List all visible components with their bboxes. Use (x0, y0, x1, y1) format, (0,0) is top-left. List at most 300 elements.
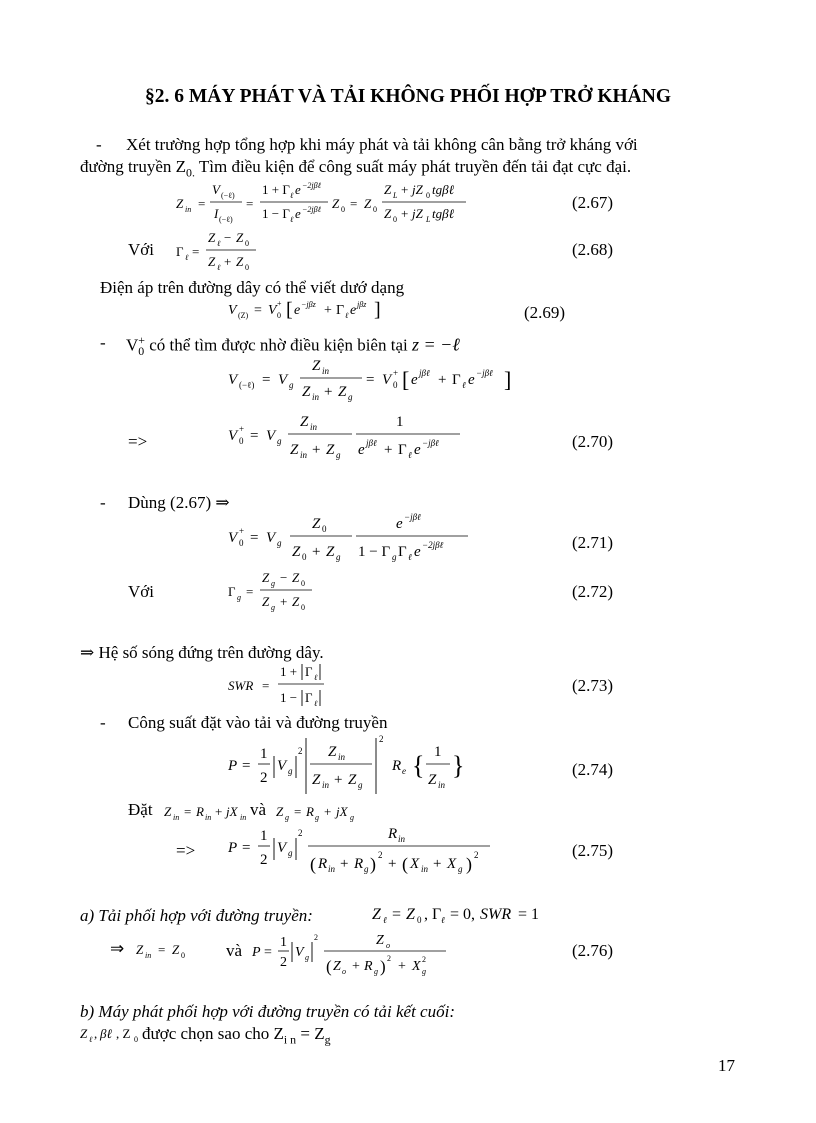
svg-text:(: ( (326, 957, 332, 976)
v0-text: $V_0^+$ có thể tìm được nhờ điều kiện biên tại z = −ℓ (126, 333, 460, 359)
svg-text:2: 2 (280, 955, 287, 970)
svg-text:V: V (382, 372, 392, 388)
svg-text:e: e (295, 206, 301, 221)
svg-text:1 +: 1 + (280, 664, 298, 679)
svg-text:1: 1 (434, 744, 442, 760)
svg-text:Z: Z (302, 384, 311, 400)
svg-text:(Z): (Z) (238, 311, 249, 320)
svg-text:X: X (412, 959, 421, 974)
svg-text:g: g (237, 593, 241, 602)
svg-text:+: + (324, 303, 332, 318)
label-dien-ap: Điện áp trên đường dây có thể viết dướ dạng (100, 278, 405, 297)
eq-number-2-73: (2.73) (572, 676, 614, 695)
svg-text:Z: Z (176, 196, 184, 211)
svg-text:−2jβℓ: −2jβℓ (302, 181, 321, 190)
intro-line1: Xét trường hợp tổng hợp khi máy phát và tải không cân bằng trở kháng với (126, 135, 638, 154)
svg-text:+: + (324, 384, 333, 400)
equation-2-69 (228, 294, 428, 324)
svg-text:R: R (388, 826, 398, 842)
svg-text:in: in (312, 392, 320, 402)
svg-text:Z: Z (236, 254, 244, 269)
svg-text:+: + (239, 526, 245, 536)
svg-text:1: 1 (396, 414, 404, 430)
svg-text:g: g (374, 967, 378, 976)
equation-2-70 (228, 408, 518, 466)
equation-a-condition (372, 901, 562, 927)
arrow-2-75: => (176, 841, 196, 860)
svg-text:Γ: Γ (398, 544, 407, 560)
svg-text:(−ℓ): (−ℓ) (221, 191, 235, 200)
svg-text:V: V (278, 372, 288, 388)
page-number: 17 (718, 1056, 735, 1075)
label-voi-2: Với (128, 582, 154, 601)
svg-text:ℓ: ℓ (89, 1035, 93, 1044)
svg-text:in: in (310, 422, 318, 432)
svg-text:+: + (393, 368, 399, 378)
equation-2-68 (176, 228, 286, 276)
svg-text:+: + (334, 772, 343, 788)
cong-suat-dash: - (100, 713, 106, 732)
svg-text:−jβℓ: −jβℓ (404, 512, 421, 522)
svg-text:ℓ: ℓ (408, 450, 412, 460)
svg-text:g: g (336, 552, 341, 562)
svg-text:g: g (288, 766, 293, 776)
svg-text:1 − Γ: 1 − Γ (358, 544, 391, 560)
svg-text:jβℓ: jβℓ (366, 438, 377, 448)
svg-text:e: e (411, 372, 418, 388)
equation-2-76 (252, 926, 462, 982)
svg-text:g: g (422, 967, 426, 976)
svg-text:g: g (364, 864, 369, 874)
svg-text:in: in (328, 864, 336, 874)
svg-text:=: = (250, 530, 259, 546)
svg-text:tgβℓ: tgβℓ (432, 182, 455, 197)
svg-text:Z: Z (236, 230, 244, 245)
svg-text:−jβℓ: −jβℓ (422, 438, 439, 448)
svg-text:=: = (250, 428, 259, 444)
dung-dash: - (100, 493, 106, 512)
svg-text:in: in (338, 752, 346, 762)
svg-text:+: + (401, 206, 409, 221)
svg-text:=: = (158, 942, 166, 957)
label-cong-suat: Công suất đặt vào tải và đường truyền (128, 713, 388, 732)
svg-text:−: − (280, 570, 288, 585)
svg-text:+: + (398, 959, 406, 974)
svg-text:2: 2 (387, 954, 391, 963)
eq-number-2-72: (2.72) (572, 582, 614, 601)
svg-text:g: g (277, 538, 282, 548)
svg-text:2: 2 (298, 828, 303, 838)
svg-text:Z: Z (384, 182, 392, 197)
svg-text:−2jβℓ: −2jβℓ (422, 540, 444, 550)
svg-text:ℓ: ℓ (185, 253, 189, 262)
svg-text:V: V (277, 758, 287, 774)
svg-text:g: g (285, 813, 289, 822)
svg-text:g: g (289, 380, 294, 390)
svg-text:Γ: Γ (305, 690, 313, 705)
label-voi: Với (128, 240, 154, 259)
svg-text:ℓ: ℓ (290, 215, 294, 224)
svg-text:L: L (426, 215, 431, 224)
svg-text:=: = (246, 584, 254, 599)
svg-text:o: o (386, 941, 390, 950)
svg-text:g: g (392, 552, 397, 562)
svg-text:jβz: jβz (357, 300, 367, 309)
svg-text:Z: Z (292, 594, 300, 609)
svg-text:e: e (358, 442, 365, 458)
svg-text:{: { (412, 751, 425, 780)
svg-text:0: 0 (245, 263, 249, 272)
svg-text:V: V (228, 530, 238, 546)
svg-text:=: = (198, 196, 206, 211)
heading-a: a) Tải phối hợp với đường truyền: (80, 906, 313, 925)
svg-text:+: + (224, 254, 232, 269)
svg-text:Z: Z (262, 594, 270, 609)
svg-text:+: + (312, 544, 321, 560)
intro-dash: - (96, 135, 102, 154)
svg-text:Z: Z (164, 804, 172, 819)
svg-text:(−ℓ): (−ℓ) (239, 380, 255, 390)
svg-text:g: g (348, 392, 353, 402)
svg-text:=: = (262, 372, 271, 388)
svg-text:2: 2 (260, 770, 268, 786)
svg-text:Γ: Γ (228, 584, 236, 599)
svg-text:+: + (324, 804, 332, 819)
svg-text:+: + (388, 856, 397, 872)
svg-text:2: 2 (260, 852, 268, 868)
label-dung: Dùng (2.67) ⇒ (128, 493, 230, 512)
svg-text:Γ: Γ (176, 244, 184, 259)
svg-text:P: P (228, 758, 238, 774)
svg-text:0: 0 (341, 205, 345, 214)
svg-text:0: 0 (239, 436, 244, 446)
svg-text:g: g (271, 603, 275, 612)
svg-text:R: R (354, 856, 364, 872)
svg-text:+: + (352, 959, 360, 974)
eq-number-2-74: (2.74) (572, 760, 614, 779)
label-he-so: ⇒ Hệ số sóng đứng trên đường dây. (80, 643, 324, 662)
svg-text:2: 2 (422, 955, 426, 964)
svg-text:I: I (214, 206, 219, 221)
eq-number-2-67: (2.67) (572, 193, 614, 212)
svg-text:e: e (294, 303, 301, 318)
svg-text:R: R (306, 804, 314, 819)
svg-text:]: ] (504, 367, 512, 392)
svg-text:1 −: 1 − (280, 690, 298, 705)
svg-text:=: = (242, 758, 251, 774)
svg-text:L: L (393, 191, 398, 200)
svg-text:=: = (350, 196, 358, 211)
svg-text:): ) (380, 957, 386, 976)
svg-text:Γ: Γ (305, 664, 313, 679)
svg-text:in: in (398, 834, 406, 844)
svg-text:Z: Z (332, 196, 340, 211)
svg-text:V: V (268, 303, 277, 318)
svg-text:0: 0 (301, 579, 305, 588)
svg-text:Z: Z (312, 516, 321, 532)
eq-number-2-69: (2.69) (524, 303, 566, 322)
svg-text:in: in (173, 813, 180, 822)
svg-text:in: in (185, 205, 192, 214)
eq-number-2-75: (2.75) (572, 841, 614, 860)
svg-text:=: = (294, 804, 302, 819)
svg-text:e: e (414, 544, 421, 560)
svg-text:g: g (358, 780, 363, 790)
svg-text:R: R (318, 856, 328, 872)
intro-line2: đường truyền $Z_{0.}$ Tìm điều kiện để công suất máy phát truyền đến tải đạt cực đại. (80, 157, 632, 180)
svg-text:Γ: Γ (398, 442, 407, 458)
svg-text:2: 2 (474, 850, 479, 860)
svg-text:Z: Z (333, 959, 341, 974)
svg-text:0: 0 (181, 951, 185, 960)
svg-text:): ) (370, 854, 376, 874)
svg-text:g: g (315, 813, 319, 822)
svg-text:Z: Z (348, 772, 357, 788)
svg-text:=: = (366, 372, 375, 388)
svg-text:0: 0 (373, 205, 377, 214)
svg-text:0: 0 (245, 239, 249, 248)
svg-text:=: = (192, 244, 200, 259)
svg-text:1: 1 (260, 828, 268, 844)
svg-text:1: 1 (280, 935, 287, 950)
svg-text:e: e (295, 182, 301, 197)
svg-text:βℓ: βℓ (100, 1026, 112, 1041)
svg-text:Z: Z (208, 254, 216, 269)
svg-text:0: 0 (322, 524, 327, 534)
svg-text:0: 0 (301, 603, 305, 612)
label-va: và (250, 800, 267, 819)
svg-text:0: 0 (239, 538, 244, 548)
svg-text:g: g (458, 864, 463, 874)
svg-text:2: 2 (379, 734, 384, 744)
svg-text:Z: Z (262, 570, 270, 585)
svg-text:−: − (224, 230, 232, 245)
svg-text:in: in (322, 780, 330, 790)
svg-text:−2jβℓ: −2jβℓ (302, 205, 321, 214)
svg-text:[: [ (402, 367, 410, 392)
svg-text:Γ: Γ (452, 372, 461, 388)
svg-text:=: = (184, 804, 192, 819)
svg-text:g: g (350, 813, 354, 822)
svg-text:}: } (452, 751, 465, 780)
svg-text:−jβz: −jβz (301, 300, 316, 309)
svg-text:in: in (240, 813, 247, 822)
svg-text:=: = (262, 678, 270, 693)
svg-text:−jβℓ: −jβℓ (476, 368, 493, 378)
label-dat: Đặt (128, 800, 153, 819)
svg-text:jZ: jZ (412, 182, 423, 197)
svg-text:g: g (277, 436, 282, 446)
svg-text:= 1: = 1 (518, 906, 540, 923)
svg-text:+: + (312, 442, 321, 458)
svg-text:Z: Z (292, 570, 300, 585)
svg-text:jZ: jZ (412, 206, 423, 221)
eq-number-2-68: (2.68) (572, 240, 614, 259)
svg-text:ℓ: ℓ (383, 915, 387, 925)
svg-text:ℓ: ℓ (314, 673, 318, 682)
svg-text:P: P (228, 840, 238, 856)
svg-text:Z: Z (376, 933, 384, 948)
svg-text:=: = (264, 945, 272, 960)
svg-text:o: o (342, 967, 346, 976)
svg-text:0: 0 (393, 215, 397, 224)
svg-text:+: + (401, 182, 409, 197)
equation-2-74 (228, 732, 488, 796)
svg-text:⇒: ⇒ (110, 939, 125, 958)
svg-text:Z: Z (312, 358, 321, 374)
svg-text:in: in (300, 450, 308, 460)
svg-text:=: = (246, 196, 254, 211)
svg-text:ℓ: ℓ (217, 239, 221, 248)
svg-text:2: 2 (298, 746, 303, 756)
svg-text:in: in (205, 813, 212, 822)
svg-text:Z: Z (384, 206, 392, 221)
svg-text:ℓ: ℓ (217, 263, 221, 272)
svg-text:V: V (228, 372, 238, 388)
svg-text:Z: Z (80, 1026, 88, 1041)
svg-text:= 0,: = 0, (450, 906, 476, 923)
arrow-2-70: => (128, 432, 148, 451)
svg-text:Z: Z (372, 906, 381, 923)
equation-v-minus-l (228, 352, 528, 406)
svg-text:(: ( (402, 854, 408, 874)
eq-number-2-76: (2.76) (572, 941, 614, 960)
svg-text:g: g (288, 848, 293, 858)
svg-text:Γ: Γ (336, 303, 345, 318)
svg-text:ℓ: ℓ (290, 191, 294, 200)
svg-text:+: + (277, 299, 282, 308)
svg-text:[: [ (286, 299, 293, 321)
svg-text:+: + (340, 856, 349, 872)
svg-text:Z: Z (326, 544, 335, 560)
page-title: §2. 6 MÁY PHÁT VÀ TẢI KHÔNG PHỐI HỢP TRỞ KHÁNG (144, 86, 671, 107)
svg-text:ℓ: ℓ (462, 380, 466, 390)
svg-text:V: V (295, 945, 304, 960)
svg-text:1 − Γ: 1 − Γ (262, 206, 290, 221)
svg-text:Z: Z (312, 772, 321, 788)
svg-text:Z: Z (338, 384, 347, 400)
equation-2-71 (228, 508, 518, 568)
svg-text:tgβℓ: tgβℓ (432, 206, 455, 221)
heading-b: b) Máy phát phối hợp với đường truyền có tải kết cuối: (80, 1002, 455, 1021)
svg-text:e: e (468, 372, 475, 388)
svg-text:R: R (392, 758, 402, 774)
v0-dash: - (100, 333, 106, 352)
svg-text:0: 0 (134, 1035, 138, 1044)
svg-text:SWR: SWR (480, 906, 512, 923)
equation-2-73 (228, 662, 348, 712)
svg-text:P: P (252, 945, 261, 960)
svg-text:V: V (228, 428, 238, 444)
svg-text:in: in (421, 864, 429, 874)
svg-text:]: ] (374, 299, 381, 321)
svg-text:jβℓ: jβℓ (419, 368, 430, 378)
svg-text:R: R (196, 804, 204, 819)
svg-text:+: + (239, 424, 245, 434)
svg-text:V: V (228, 303, 237, 318)
svg-text:+: + (280, 594, 288, 609)
svg-text:Z: Z (428, 772, 437, 788)
svg-text:in: in (145, 951, 152, 960)
svg-text:e: e (402, 766, 406, 776)
svg-text:+: + (433, 856, 442, 872)
svg-text:Z: Z (172, 942, 180, 957)
svg-text:Z: Z (136, 942, 144, 957)
svg-text:2: 2 (378, 850, 383, 860)
svg-text:e: e (396, 516, 403, 532)
svg-text:): ) (466, 854, 472, 874)
svg-text:V: V (266, 428, 276, 444)
svg-text:e: e (414, 442, 421, 458)
svg-text:V: V (212, 182, 220, 197)
svg-text:0: 0 (426, 191, 430, 200)
svg-text:Z: Z (276, 804, 284, 819)
svg-text:=: = (254, 303, 262, 318)
svg-text:ℓ: ℓ (408, 552, 412, 562)
svg-text:g: g (336, 450, 341, 460)
svg-text:0: 0 (417, 915, 422, 925)
svg-text:(: ( (310, 854, 316, 874)
label-va-2: và (226, 941, 243, 960)
svg-text:Z: Z (326, 442, 335, 458)
svg-text:=: = (392, 906, 402, 923)
svg-text:ℓ: ℓ (314, 699, 318, 708)
svg-text:0: 0 (302, 552, 307, 562)
svg-text:1: 1 (260, 746, 268, 762)
eq-number-2-70: (2.70) (572, 432, 614, 451)
svg-text:=: = (242, 840, 251, 856)
svg-text:+: + (215, 804, 223, 819)
svg-text:Z: Z (364, 196, 372, 211)
svg-text:g: g (305, 953, 309, 962)
svg-text:Z: Z (406, 906, 415, 923)
svg-text:ℓ: ℓ (441, 915, 445, 925)
svg-text:jX: jX (226, 804, 238, 819)
svg-text:(−ℓ): (−ℓ) (219, 215, 233, 224)
svg-text:0: 0 (393, 380, 398, 390)
svg-text:Z: Z (290, 442, 299, 458)
equation-2-75 (228, 818, 508, 880)
svg-text:R: R (364, 959, 373, 974)
equation-2-72 (228, 568, 338, 616)
svg-text:0: 0 (277, 311, 281, 320)
svg-text:in: in (438, 780, 446, 790)
svg-text:g: g (271, 579, 275, 588)
svg-text:Z: Z (208, 230, 216, 245)
svg-text:+: + (384, 442, 393, 458)
svg-text:e: e (350, 303, 357, 318)
svg-text:Z: Z (292, 544, 301, 560)
svg-text:V: V (266, 530, 276, 546)
svg-text:jX: jX (336, 804, 348, 819)
text-b: được chọn sao cho $Z_{i n} = Z_g$ (142, 1024, 331, 1047)
svg-text:,: , (94, 1026, 98, 1041)
svg-text:, Z: , Z (116, 1026, 131, 1041)
svg-text:2: 2 (314, 933, 318, 942)
svg-text:1 + Γ: 1 + Γ (262, 182, 290, 197)
equation-2-76-left (110, 928, 220, 968)
svg-text:V: V (277, 840, 287, 856)
equation-2-67 (176, 178, 516, 228)
svg-text:X: X (410, 856, 420, 872)
svg-text:ℓ: ℓ (345, 311, 349, 320)
svg-text:X: X (447, 856, 457, 872)
eq-number-2-71: (2.71) (572, 533, 614, 552)
svg-text:+: + (438, 372, 447, 388)
svg-text:Z: Z (328, 744, 337, 760)
svg-text:, Γ: , Γ (424, 906, 442, 923)
svg-text:in: in (322, 366, 330, 376)
